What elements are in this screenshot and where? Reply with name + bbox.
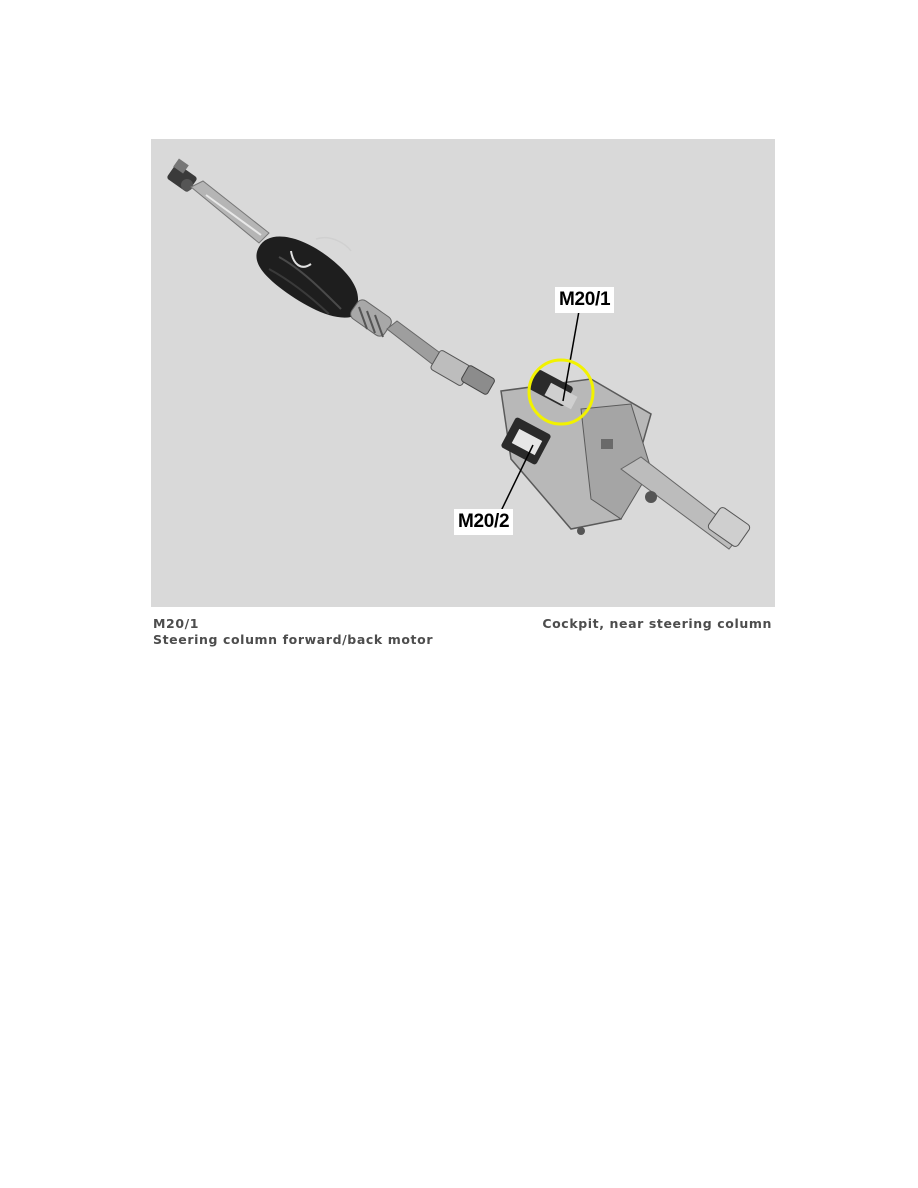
steering-column-illustration (151, 139, 775, 607)
lower-universal-joint (430, 349, 496, 395)
callout-m20-1: M20/1 (555, 287, 614, 313)
steering-column-figure (151, 139, 775, 607)
callout-m20-2: M20/2 (454, 509, 513, 535)
caption-left (153, 616, 433, 648)
component-location: Cockpit, near steering column (542, 616, 772, 631)
rubber-boot (256, 237, 358, 318)
component-code: M20/1 (153, 616, 200, 631)
component-name: Steering column forward/back motor (153, 632, 434, 647)
